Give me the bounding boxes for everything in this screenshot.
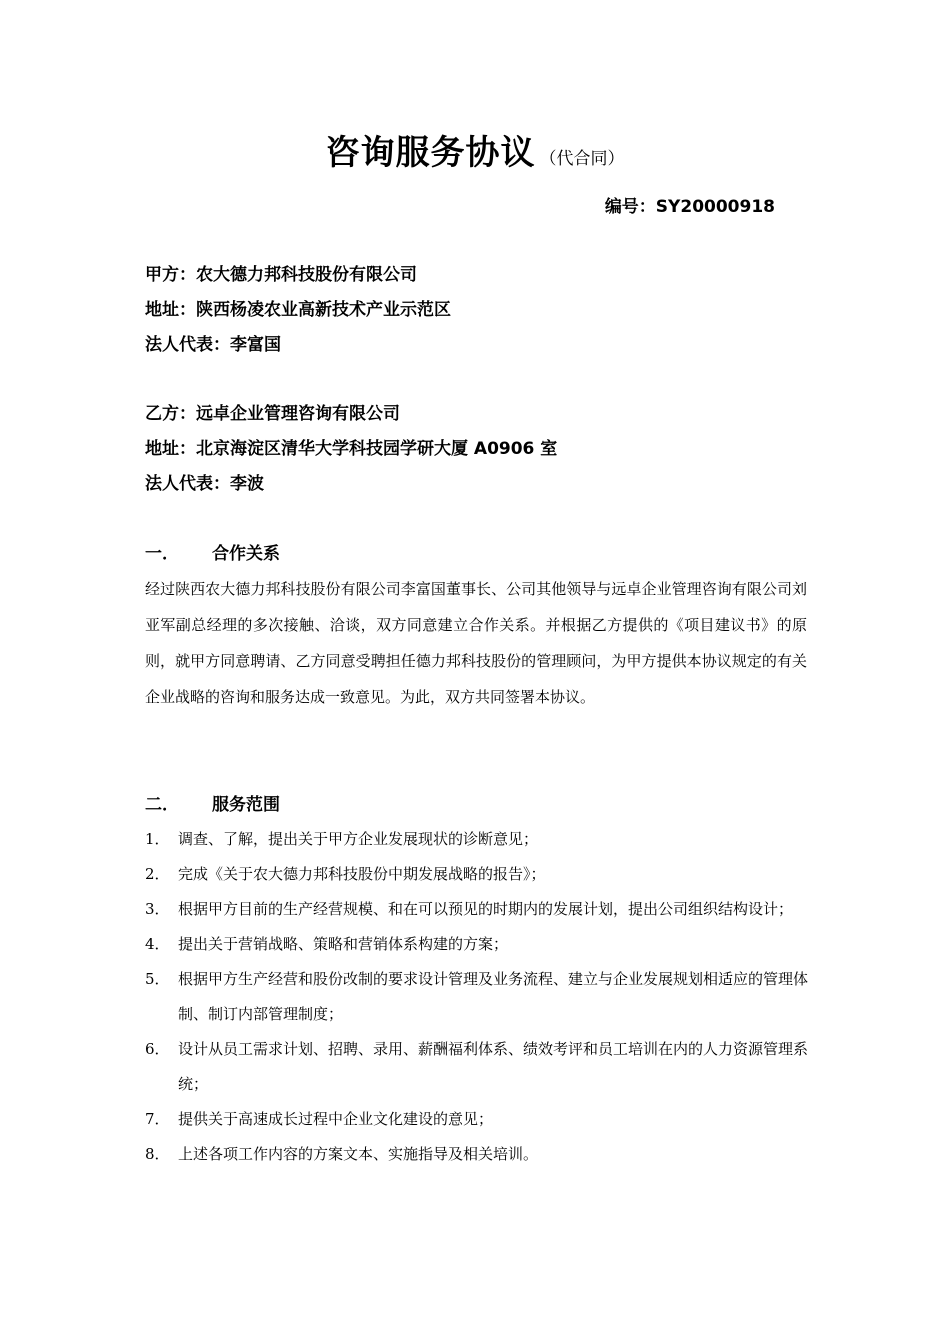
party-b-address: 地址：北京海淀区清华大学科技园学研大厦 A0906 室 xyxy=(145,439,558,459)
list-item-text: 上述各项工作内容的方案文本、实施指导及相关培训。 xyxy=(178,1145,539,1163)
party-b-name: 乙方：远卓企业管理咨询有限公司 xyxy=(145,404,400,424)
list-item-text: 提供关于高速成长过程中企业文化建设的意见； xyxy=(178,1110,494,1128)
list-item xyxy=(145,857,810,892)
list-item xyxy=(145,962,810,1032)
section-heading-cooperation xyxy=(145,539,280,569)
list-item-number: 8． xyxy=(145,1145,170,1163)
list-item-number: 4． xyxy=(145,935,170,953)
section-number: 一． xyxy=(145,544,179,564)
list-item-number: 5． xyxy=(145,970,170,988)
list-item-text: 完成《关于农大德力邦科技股份中期发展战略的报告》； xyxy=(178,865,546,883)
document-number: 编号：SY20000918 xyxy=(604,197,775,217)
section-title: 服务范围 xyxy=(212,795,280,815)
title-main: 咨询服务协议 xyxy=(325,133,536,173)
service-scope-list xyxy=(145,822,810,1172)
party-a-representative: 法人代表：李富国 xyxy=(145,335,281,355)
section-heading-service-scope xyxy=(145,790,280,820)
section-number: 二． xyxy=(145,795,179,815)
list-item-text: 根据甲方生产经营和股份改制的要求设计管理及业务流程、建立与企业发展规划相适应的管理体制、制订内部管理制度； xyxy=(178,970,809,1023)
list-item-number: 3． xyxy=(145,900,170,918)
document-title xyxy=(0,125,950,174)
list-item xyxy=(145,1137,810,1172)
list-item-text: 调查、了解，提出关于甲方企业发展现状的诊断意见； xyxy=(178,830,539,848)
party-a-address: 地址：陕西杨凌农业高新技术产业示范区 xyxy=(145,300,451,320)
list-item xyxy=(145,1102,810,1137)
list-item-text: 根据甲方目前的生产经营规模、和在可以预见的时期内的发展计划，提出公司组织结构设计； xyxy=(178,900,794,918)
section-title: 合作关系 xyxy=(212,544,280,564)
party-a-name: 甲方：农大德力邦科技股份有限公司 xyxy=(145,265,417,285)
list-item-number: 1． xyxy=(145,830,170,848)
section-body-cooperation: 经过陕西农大德力邦科技股份有限公司李富国董事长、公司其他领导与远卓企业管理咨询有限公司刘亚军副总经理的多次接触、洽谈，双方同意建立合作关系。并根据乙方提供的《项目建议书》的原则，就甲方同意聘请、乙方同意受聘担任德力邦科技股份的管理顾问，为甲方提供本协议规定的有关企业战略的咨询和服务达成一致意见。为此，双方共同签署本协议。 xyxy=(145,580,807,706)
list-item-text: 提出关于营销战略、策略和营销体系构建的方案； xyxy=(178,935,509,953)
list-item xyxy=(145,822,810,857)
title-subtitle: （代合同） xyxy=(539,149,625,169)
list-item-number: 2． xyxy=(145,865,170,883)
party-b-block xyxy=(145,397,825,502)
list-item-text: 设计从员工需求计划、招聘、录用、薪酬福利体系、绩效考评和员工培训在内的人力资源管理系统； xyxy=(178,1040,809,1093)
party-a-block xyxy=(145,258,825,363)
list-item xyxy=(145,892,810,927)
list-item-number: 6． xyxy=(145,1040,170,1058)
list-item xyxy=(145,927,810,962)
party-b-representative: 法人代表：李波 xyxy=(145,474,264,494)
list-item-number: 7． xyxy=(145,1110,170,1128)
list-item xyxy=(145,1032,810,1102)
